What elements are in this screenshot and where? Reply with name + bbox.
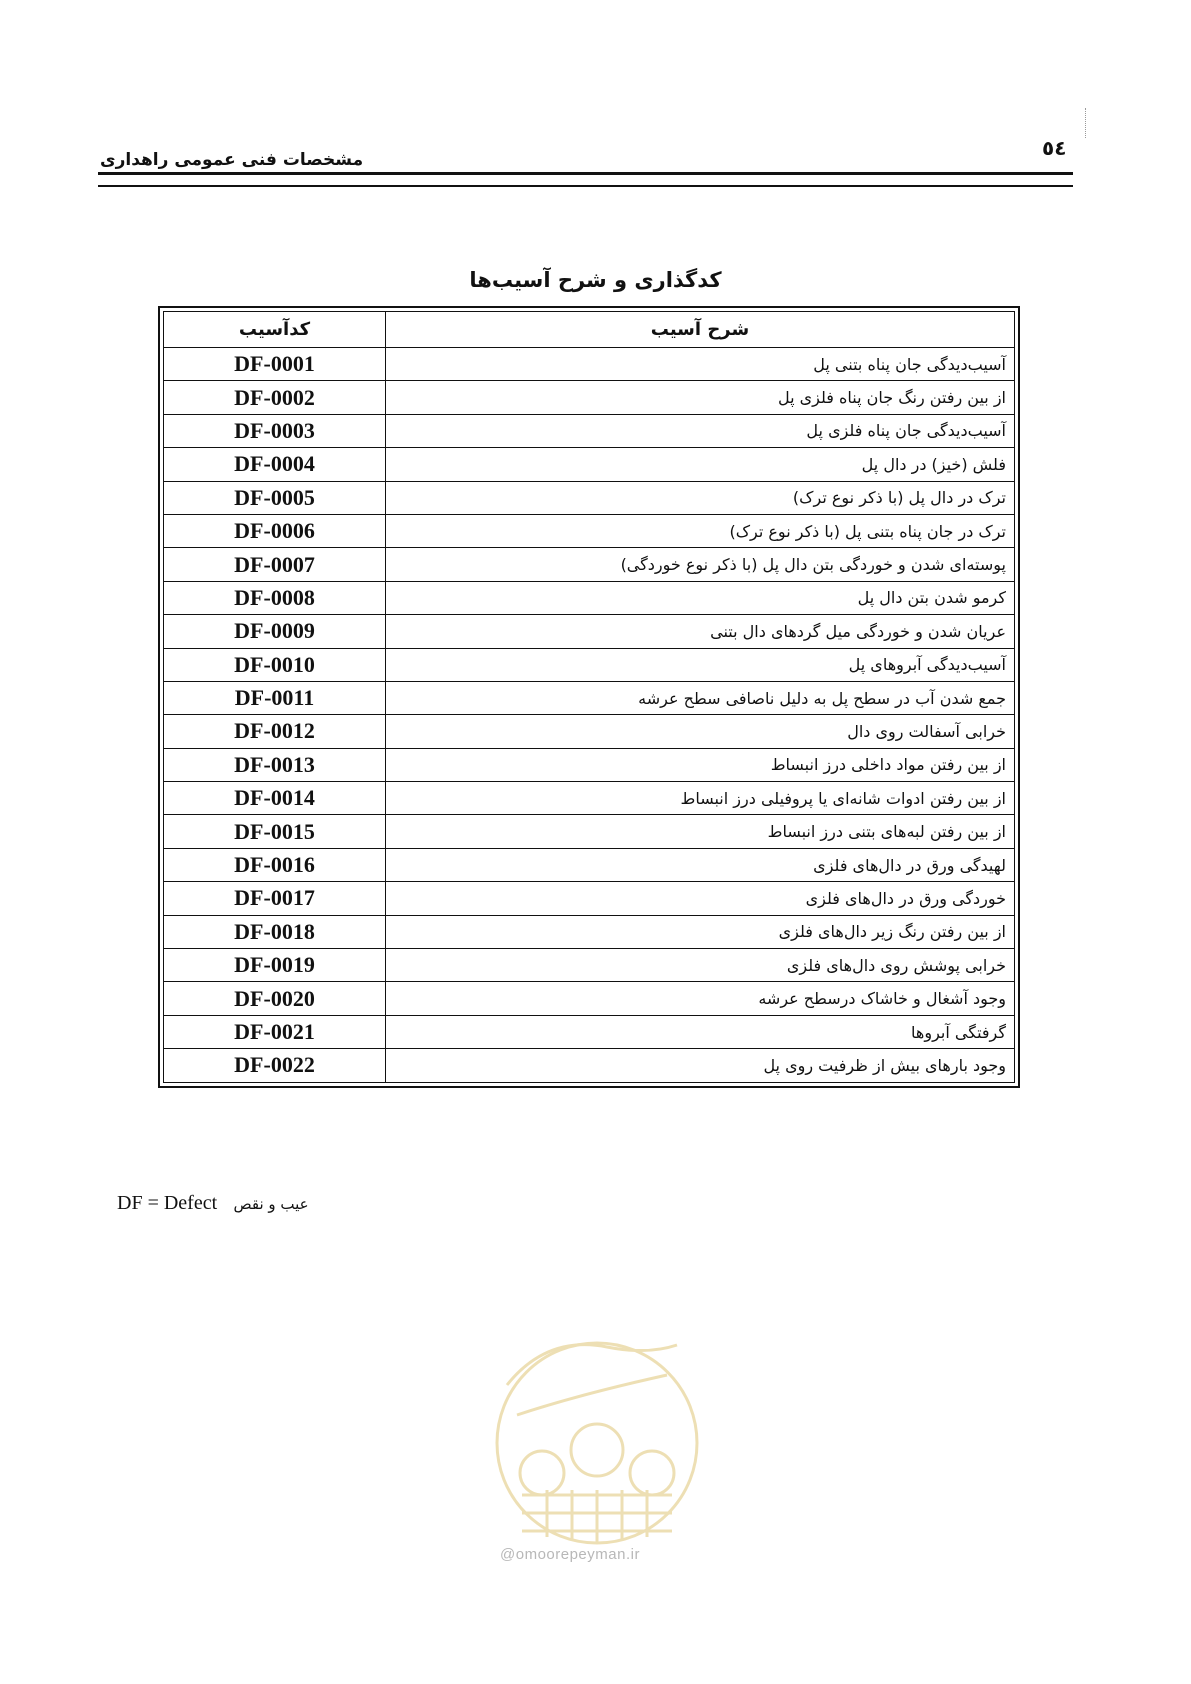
table-row <box>164 615 1015 648</box>
defect-description-cell: فلش (خیز) در دال پل <box>386 448 1015 481</box>
defect-description-cell: آسیب‌دیدگی آبروهای پل <box>386 648 1015 681</box>
defect-description-cell: آسیب‌دیدگی جان پناه بتنی پل <box>386 348 1015 381</box>
defect-code-cell: DF-0016 <box>164 848 386 881</box>
table-header-row <box>164 312 1015 348</box>
table-row <box>164 481 1015 514</box>
defect-code-cell: DF-0008 <box>164 581 386 614</box>
table-row <box>164 381 1015 414</box>
defect-description-cell: پوسته‌ای شدن و خوردگی بتن دال پل (با ذکر نوع خوردگی) <box>386 548 1015 581</box>
defect-code-cell: DF-0013 <box>164 748 386 781</box>
table-row <box>164 982 1015 1015</box>
defect-code-cell: DF-0018 <box>164 915 386 948</box>
defect-code-cell: DF-0002 <box>164 381 386 414</box>
watermark-gear-right <box>630 1451 674 1495</box>
running-header-title: مشخصات فنی عمومی راهداری <box>100 150 364 170</box>
table-row <box>164 581 1015 614</box>
table-row <box>164 414 1015 447</box>
table-row <box>164 348 1015 381</box>
table-row <box>164 514 1015 547</box>
defect-description-cell: ترک در دال پل (با ذکر نوع ترک) <box>386 481 1015 514</box>
table-row <box>164 548 1015 581</box>
header-rule <box>98 172 1073 175</box>
defect-description-cell: عریان شدن و خوردگی میل گردهای دال بتنی <box>386 615 1015 648</box>
watermark-url-text: omoorepeyman.ir <box>515 1546 640 1563</box>
defect-description-cell: وجود آشغال و خاشاک درسطح عرشه <box>386 982 1015 1015</box>
defect-description-cell: وجود بارهای بیش از ظرفیت روی پل <box>386 1049 1015 1082</box>
footnote-abbreviation: DF = Defect <box>117 1192 218 1214</box>
defect-description-cell: ترک در جان پناه بتنی پل (با ذکر نوع ترک) <box>386 514 1015 547</box>
column-header-code: کدآسیب <box>164 312 386 348</box>
header-rule-secondary <box>98 185 1073 187</box>
margin-marks <box>1085 108 1088 138</box>
table-row <box>164 681 1015 714</box>
watermark-grid <box>522 1490 672 1543</box>
defect-code-cell: DF-0003 <box>164 414 386 447</box>
table-row <box>164 715 1015 748</box>
defect-code-cell: DF-0014 <box>164 782 386 815</box>
defect-code-cell: DF-0007 <box>164 548 386 581</box>
defect-code-cell: DF-0019 <box>164 949 386 982</box>
defect-code-cell: DF-0009 <box>164 615 386 648</box>
defect-code-table <box>163 311 1015 1083</box>
defect-table-frame <box>158 306 1020 1088</box>
table-row <box>164 1049 1015 1082</box>
watermark-logo <box>487 1325 707 1565</box>
defect-code-cell: DF-0017 <box>164 882 386 915</box>
table-title: کدگذاری و شرح آسیب‌ها <box>469 268 722 292</box>
table-row <box>164 448 1015 481</box>
defect-code-cell: DF-0011 <box>164 681 386 714</box>
defect-description-cell: خرابی پوشش روی دال‌های فلزی <box>386 949 1015 982</box>
defect-description-cell: از بین رفتن ادوات شانه‌ای یا پروفیلی درز انبساط <box>386 782 1015 815</box>
at-icon: @ <box>500 1546 516 1563</box>
defect-code-cell: DF-0021 <box>164 1015 386 1048</box>
table-row <box>164 782 1015 815</box>
defect-description-cell: از بین رفتن لبه‌های بتنی درز انبساط <box>386 815 1015 848</box>
table-row <box>164 915 1015 948</box>
table-row <box>164 882 1015 915</box>
table-row <box>164 848 1015 881</box>
table-row <box>164 815 1015 848</box>
defect-description-cell: از بین رفتن رنگ جان پناه فلزی پل <box>386 381 1015 414</box>
defect-code-cell: DF-0006 <box>164 514 386 547</box>
column-header-description: شرح آسیب <box>386 312 1015 348</box>
defect-code-cell: DF-0010 <box>164 648 386 681</box>
defect-description-cell: خرابی آسفالت روی دال <box>386 715 1015 748</box>
table-row <box>164 1015 1015 1048</box>
defect-description-cell: جمع شدن آب در سطح پل به دلیل ناصافی سطح عرشه <box>386 681 1015 714</box>
defect-code-cell: DF-0015 <box>164 815 386 848</box>
table-row <box>164 648 1015 681</box>
watermark-flourish-2 <box>517 1375 667 1415</box>
table-row <box>164 748 1015 781</box>
watermark-gear-left <box>520 1451 564 1495</box>
defect-code-cell: DF-0020 <box>164 982 386 1015</box>
defect-code-cell: DF-0001 <box>164 348 386 381</box>
defect-description-cell: گرفتگی آبروها <box>386 1015 1015 1048</box>
table-body <box>164 348 1015 1083</box>
defect-description-cell: از بین رفتن مواد داخلی درز انبساط <box>386 748 1015 781</box>
watermark-gear-center <box>571 1424 623 1476</box>
defect-description-cell: خوردگی ورق در دال‌های فلزی <box>386 882 1015 915</box>
defect-description-cell: از بین رفتن رنگ زیر دال‌های فلزی <box>386 915 1015 948</box>
table-row <box>164 949 1015 982</box>
footnote-persian: عیب و نقص <box>233 1195 309 1213</box>
defect-code-cell: DF-0012 <box>164 715 386 748</box>
defect-description-cell: کرمو شدن بتن دال پل <box>386 581 1015 614</box>
footnote <box>117 1190 309 1215</box>
defect-code-cell: DF-0022 <box>164 1049 386 1082</box>
page-number: ٥٤ <box>1042 136 1067 160</box>
watermark-url <box>500 1546 700 1563</box>
defect-code-cell: DF-0004 <box>164 448 386 481</box>
defect-description-cell: لهیدگی ورق در دال‌های فلزی <box>386 848 1015 881</box>
defect-description-cell: آسیب‌دیدگی جان پناه فلزی پل <box>386 414 1015 447</box>
defect-code-cell: DF-0005 <box>164 481 386 514</box>
